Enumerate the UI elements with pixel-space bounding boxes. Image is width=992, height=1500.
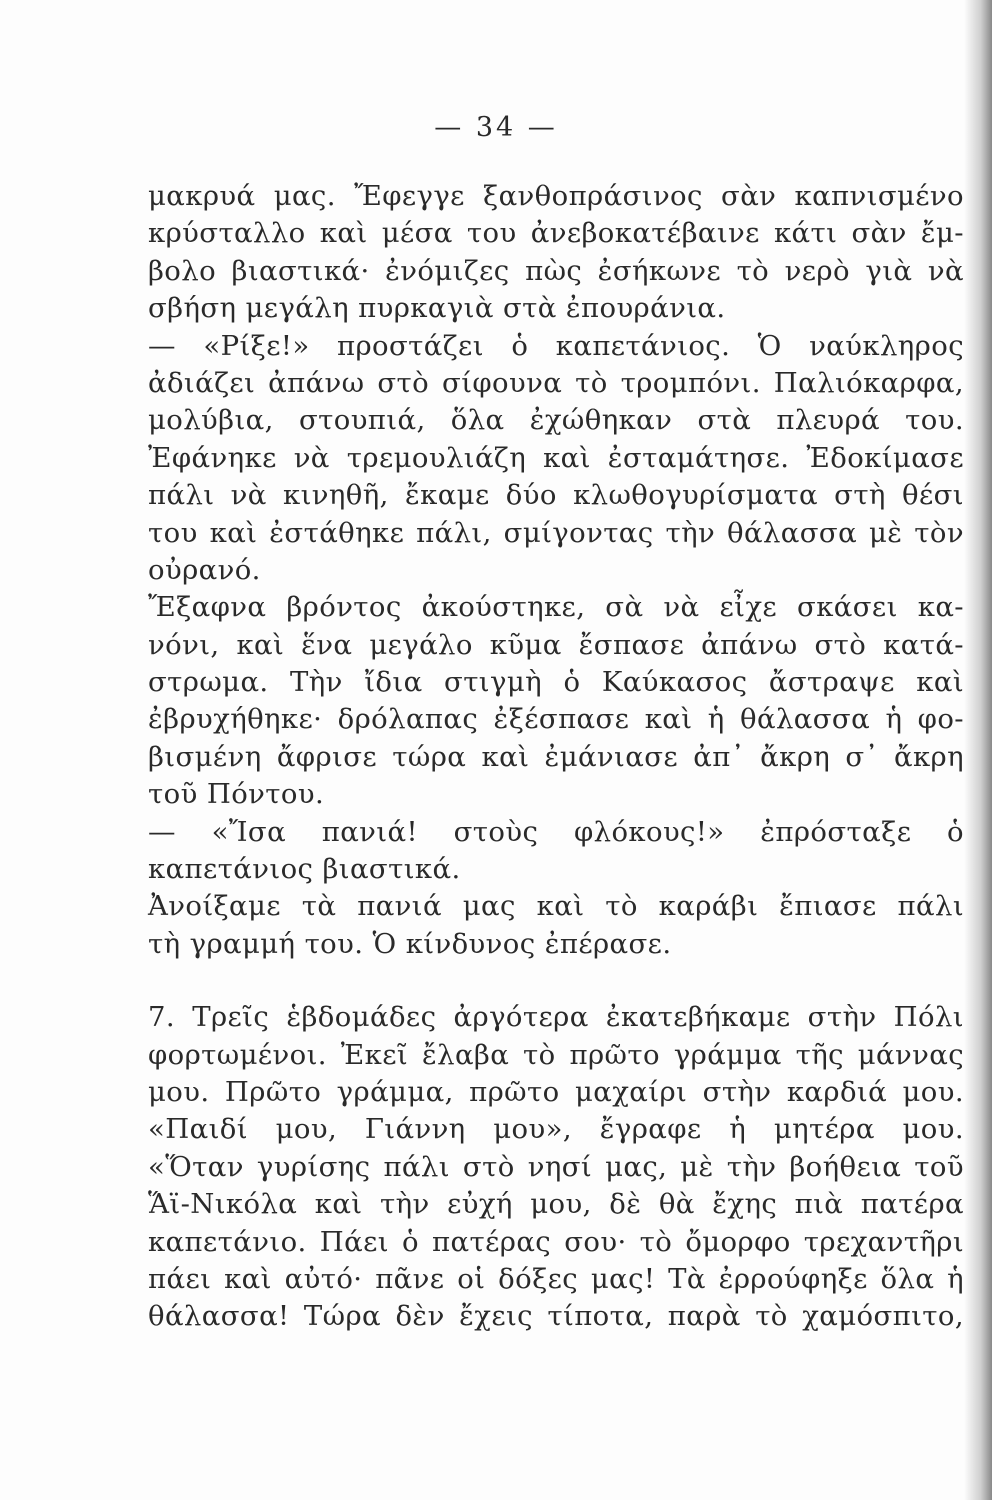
text-line: «Παιδί μου, Γιάννη μου», ἔγραφε ἡ μητέρα μου. xyxy=(148,1113,964,1146)
text-line: ἐβρυχήθηκε· δρόλαπας ἐξέσπασε καὶ ἡ θάλασσα ἡ φο- xyxy=(148,703,964,736)
text-line: πάει καὶ αὐτό· πᾶνε οἱ δόξες μας! Τὰ ἐρρούφηξε ὅλα ἡ xyxy=(148,1262,964,1295)
text-line: Ἀνοίξαμε τὰ πανιά μας καὶ τὸ καράβι ἔπιασε πάλι xyxy=(148,890,964,923)
page-number: — 34 — xyxy=(434,112,558,143)
text-line: — «Ρίξε!» προστάζει ὁ καπετάνιος. Ὁ ναύκληρος xyxy=(148,329,964,362)
spine-shadow xyxy=(964,0,992,1500)
text-line: βισμένη ἄφρισε τώρα καὶ ἐμάνιασε ἀπ᾽ ἄκρη σ᾽ ἄκρη xyxy=(148,740,964,773)
text-line: νόνι, καὶ ἕνα μεγάλο κῦμα ἔσπασε ἀπάνω στὸ κατά- xyxy=(148,628,964,661)
text-line: ἀδιάζει ἀπάνω στὸ σίφουνα τὸ τρομπόνι. Παλιόκαρφα, xyxy=(148,366,964,399)
text-line: κρύσταλλο καὶ μέσα του ἀνεβοκατέβαινε κάτι σὰν ἔμ- xyxy=(148,217,964,250)
text-line: Ἅϊ-Νικόλα καὶ τὴν εὐχή μου, δὲ θὰ ἔχης πιὰ πατέρα xyxy=(148,1188,964,1221)
text-line: φορτωμένοι. Ἐκεῖ ἔλαβα τὸ πρῶτο γράμμα τῆς μάννας xyxy=(148,1038,964,1071)
text-line: του καὶ ἐστάθηκε πάλι, σμίγοντας τὴν θάλασσα μὲ τὸν xyxy=(148,516,964,549)
text-line: βολο βιαστικά· ἐνόμιζες πὼς ἐσήκωνε τὸ νερὸ γιὰ νὰ xyxy=(148,254,964,287)
text-line: τὴ γραμμή του. Ὁ κίνδυνος ἐπέρασε. xyxy=(148,927,672,960)
text-line: οὐρανό. xyxy=(148,553,261,586)
text-line: μολύβια, στουπιά, ὅλα ἐχώθηκαν στὰ πλευρά του. xyxy=(148,404,964,437)
text-line: τοῦ Πόντου. xyxy=(148,778,325,811)
text-line: «Ὅταν γυρίσης πάλι στὸ νησί μας, μὲ τὴν βοήθεια τοῦ xyxy=(148,1150,964,1183)
text-line: σβήση μεγάλη πυρκαγιὰ στὰ ἐπουράνια. xyxy=(148,292,726,325)
text-line: Ἔξαφνα βρόντος ἀκούστηκε, σὰ νὰ εἶχε σκάσει κα- xyxy=(148,591,964,624)
body-text xyxy=(148,178,964,1336)
text-line: Ἐφάνηκε νὰ τρεμουλιάζη καὶ ἐσταμάτησε. Ἐδοκίμασε xyxy=(148,441,964,474)
text-line: πάλι νὰ κινηθῆ, ἔκαμε δύο κλωθογυρίσματα στὴ θέσι xyxy=(148,479,964,512)
text-line: μου. Πρῶτο γράμμα, πρῶτο μαχαίρι στὴν καρδιά μου. xyxy=(148,1075,964,1108)
text-line: 7. Τρεῖς ἑβδομάδες ἀργότερα ἐκατεβήκαμε στὴν Πόλι xyxy=(148,1001,964,1034)
text-line: — «Ἴσα πανιά! στοὺς φλόκους!» ἐπρόσταξε ὁ xyxy=(148,815,964,848)
text-line: καπετάνιο. Πάει ὁ πατέρας σου· τὸ ὄμορφο τρεχαντῆρι xyxy=(148,1225,964,1258)
text-line: θάλασσα! Τώρα δὲν ἔχεις τίποτα, παρὰ τὸ χαμόσπιτο, xyxy=(148,1300,964,1333)
section-gap xyxy=(148,963,964,999)
text-line: στρωμα. Τὴν ἴδια στιγμὴ ὁ Καύκασος ἄστραψε καὶ xyxy=(148,666,964,699)
text-line: μακρυά μας. Ἔφεγγε ξανθοπράσινος σὰν καπνισμένο xyxy=(148,180,964,212)
text-line: καπετάνιος βιαστικά. xyxy=(148,853,461,886)
